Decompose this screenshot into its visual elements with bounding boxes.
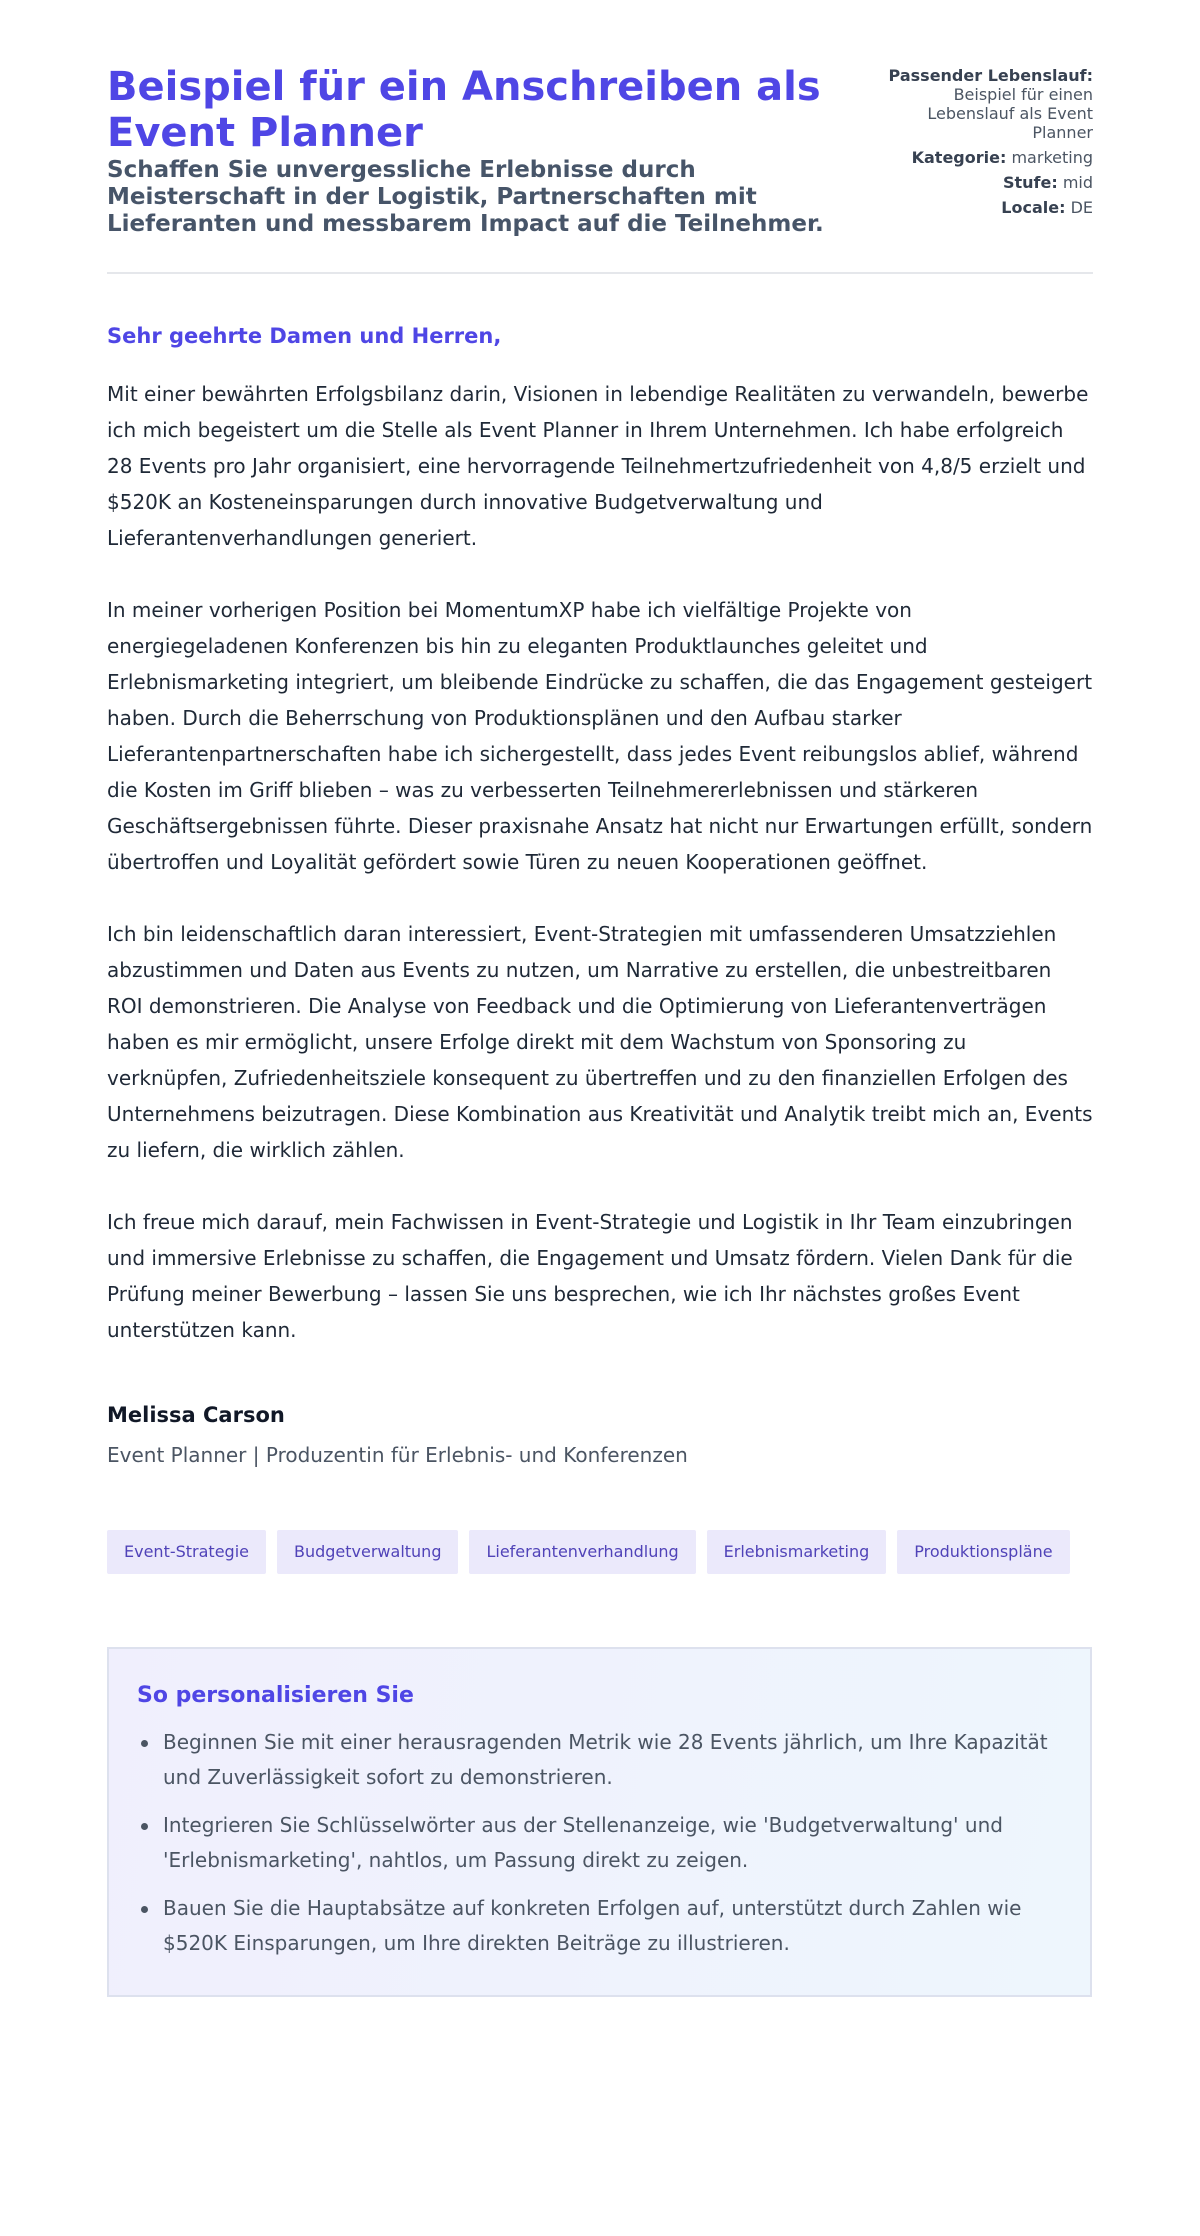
letter-paragraph: Ich bin leidenschaftlich daran interessiert, Event-Strategien mit umfassenderen Umsatzziehlen abzustimmen und Daten aus Events zu nutzen, um Narrative zu erstellen, die unbestreitbaren ROI demonstrieren. Die Analyse von Feedback und die Optimierung von Lieferantenverträgen haben es mir ermöglicht, unsere Erfolge direkt mit dem Wachstum von Sponsoring zu verknüpfen, Zufriedenheitsziele konsequent zu übertreffen und zu den finanziellen Erfolgen des Unternehmens beizutragen. Diese Kombination aus Kreativität und Analytik treibt mich an, Events zu liefern, die wirklich zählen. bbox=[107, 922, 1093, 1162]
skill-tags bbox=[107, 1530, 1092, 1574]
meta-value: mid bbox=[1062, 173, 1093, 192]
page-title: Beispiel für ein Anschreiben als Event Planner bbox=[107, 64, 821, 156]
personalization-tips bbox=[107, 1647, 1092, 1997]
tips-title: So personalisieren Sie bbox=[137, 1683, 414, 1708]
tip-text: Integrieren Sie Schlüsselwörter aus der Stellenanzeige, wie 'Budgetverwaltung' und 'Erlebnismarketing', nahtlos, um Passung direkt zu zeigen. bbox=[163, 1813, 1003, 1872]
skill-tag: Erlebnismarketing bbox=[707, 1530, 887, 1574]
skill-tag: Budgetverwaltung bbox=[277, 1530, 458, 1574]
tip-text: Bauen Sie die Hauptabsätze auf konkreten Erfolgen auf, unterstützt durch Zahlen wie $520K Einsparungen, um Ihre direkten Beiträge zu illustrieren. bbox=[163, 1896, 1022, 1955]
tips-list bbox=[137, 1725, 1060, 1961]
meta-key: Passender Lebenslauf: bbox=[888, 66, 1093, 85]
tip-item bbox=[137, 1725, 1060, 1795]
letter-paragraph: Ich freue mich darauf, mein Fachwissen in Event-Strategie und Logistik in Ihr Team einzubringen und immersive Erlebnisse zu schaffen, die Engagement und Umsatz fördern. Vielen Dank für die Prüfung meiner Bewerbung – lassen Sie uns besprechen, wie ich Ihr nächstes großes Event unterstützen kann. bbox=[107, 1210, 1073, 1342]
page-subtitle: Schaffen Sie unvergessliche Erlebnisse durch Meisterschaft in der Logistik, Partnerschaften mit Lieferanten und messbarem Impact auf die Teilnehmer. bbox=[107, 157, 824, 237]
bullet-icon bbox=[141, 1740, 148, 1747]
header-titles bbox=[107, 64, 827, 238]
tip-item bbox=[137, 1891, 1060, 1961]
skill-tag: Lieferantenverhandlung bbox=[469, 1530, 695, 1574]
tip-text: Beginnen Sie mit einer herausragenden Metrik wie 28 Events jährlich, um Ihre Kapazität und Zuverlässigkeit sofort zu demonstrieren. bbox=[163, 1730, 1048, 1789]
signature-name: Melissa Carson bbox=[107, 1403, 285, 1427]
meta-value: DE bbox=[1070, 198, 1093, 217]
page-header bbox=[107, 64, 1093, 274]
letter-paragraph: In meiner vorherigen Position bei MomentumXP habe ich vielfältige Projekte von energiegeladenen Konferenzen bis hin zu eleganten Produktlaunches geleitet und Erlebnismarketing integriert, um bleibende Eindrücke zu schaffen, die das Engagement gesteigert haben. Durch die Beherrschung von Produktionsplänen und den Aufbau starker Lieferantenpartnerschaften habe ich sichergestellt, dass jedes Event reibungslos ablief, während die Kosten im Griff blieben – was zu verbesserten Teilnehmererlebnissen und stärkeren Geschäftsergebnissen führte. Dieser praxisnahe Ansatz hat nicht nur Erwartungen erfüllt, sondern übertroffen und Loyalität gefördert sowie Türen zu neuen Kooperationen geöffnet. bbox=[107, 598, 1093, 874]
letter-paragraph: Mit einer bewährten Erfolgsbilanz darin, Visionen in lebendige Realitäten zu verwandeln, bewerbe ich mich begeistert um die Stelle als Event Planner in Ihrem Unternehmen. Ich habe erfolgreich 28 Events pro Jahr organisiert, eine hervorragende Teilnehmertzufriedenheit von 4,8/5 erzielt und $520K an Kosteneinsparungen durch innovative Budgetverwaltung und Lieferantenverhandlungen generiert. bbox=[107, 382, 1089, 550]
meta-key: Kategorie: bbox=[911, 148, 1007, 167]
meta-locale bbox=[883, 198, 1093, 217]
signature-block bbox=[107, 1402, 1093, 1468]
letter-body bbox=[107, 376, 1093, 1348]
bullet-icon bbox=[141, 1823, 148, 1830]
skill-tag: Event-Strategie bbox=[107, 1530, 266, 1574]
meta-matching-resume bbox=[883, 66, 1093, 142]
meta-key: Stufe: bbox=[1002, 173, 1058, 192]
meta-key: Locale: bbox=[1001, 198, 1066, 217]
meta-value: Beispiel für einen Lebenslauf als Event Planner bbox=[927, 85, 1093, 142]
letter-greeting: Sehr geehrte Damen und Herren, bbox=[107, 324, 502, 348]
meta-value: marketing bbox=[1011, 148, 1093, 167]
skill-tag: Produktionspläne bbox=[897, 1530, 1069, 1574]
meta-info bbox=[883, 64, 1093, 223]
meta-category bbox=[883, 148, 1093, 167]
bullet-icon bbox=[141, 1906, 148, 1913]
tip-item bbox=[137, 1808, 1060, 1878]
signature-role: Event Planner | Produzentin für Erlebnis- und Konferenzen bbox=[107, 1443, 688, 1467]
meta-level bbox=[883, 173, 1093, 192]
